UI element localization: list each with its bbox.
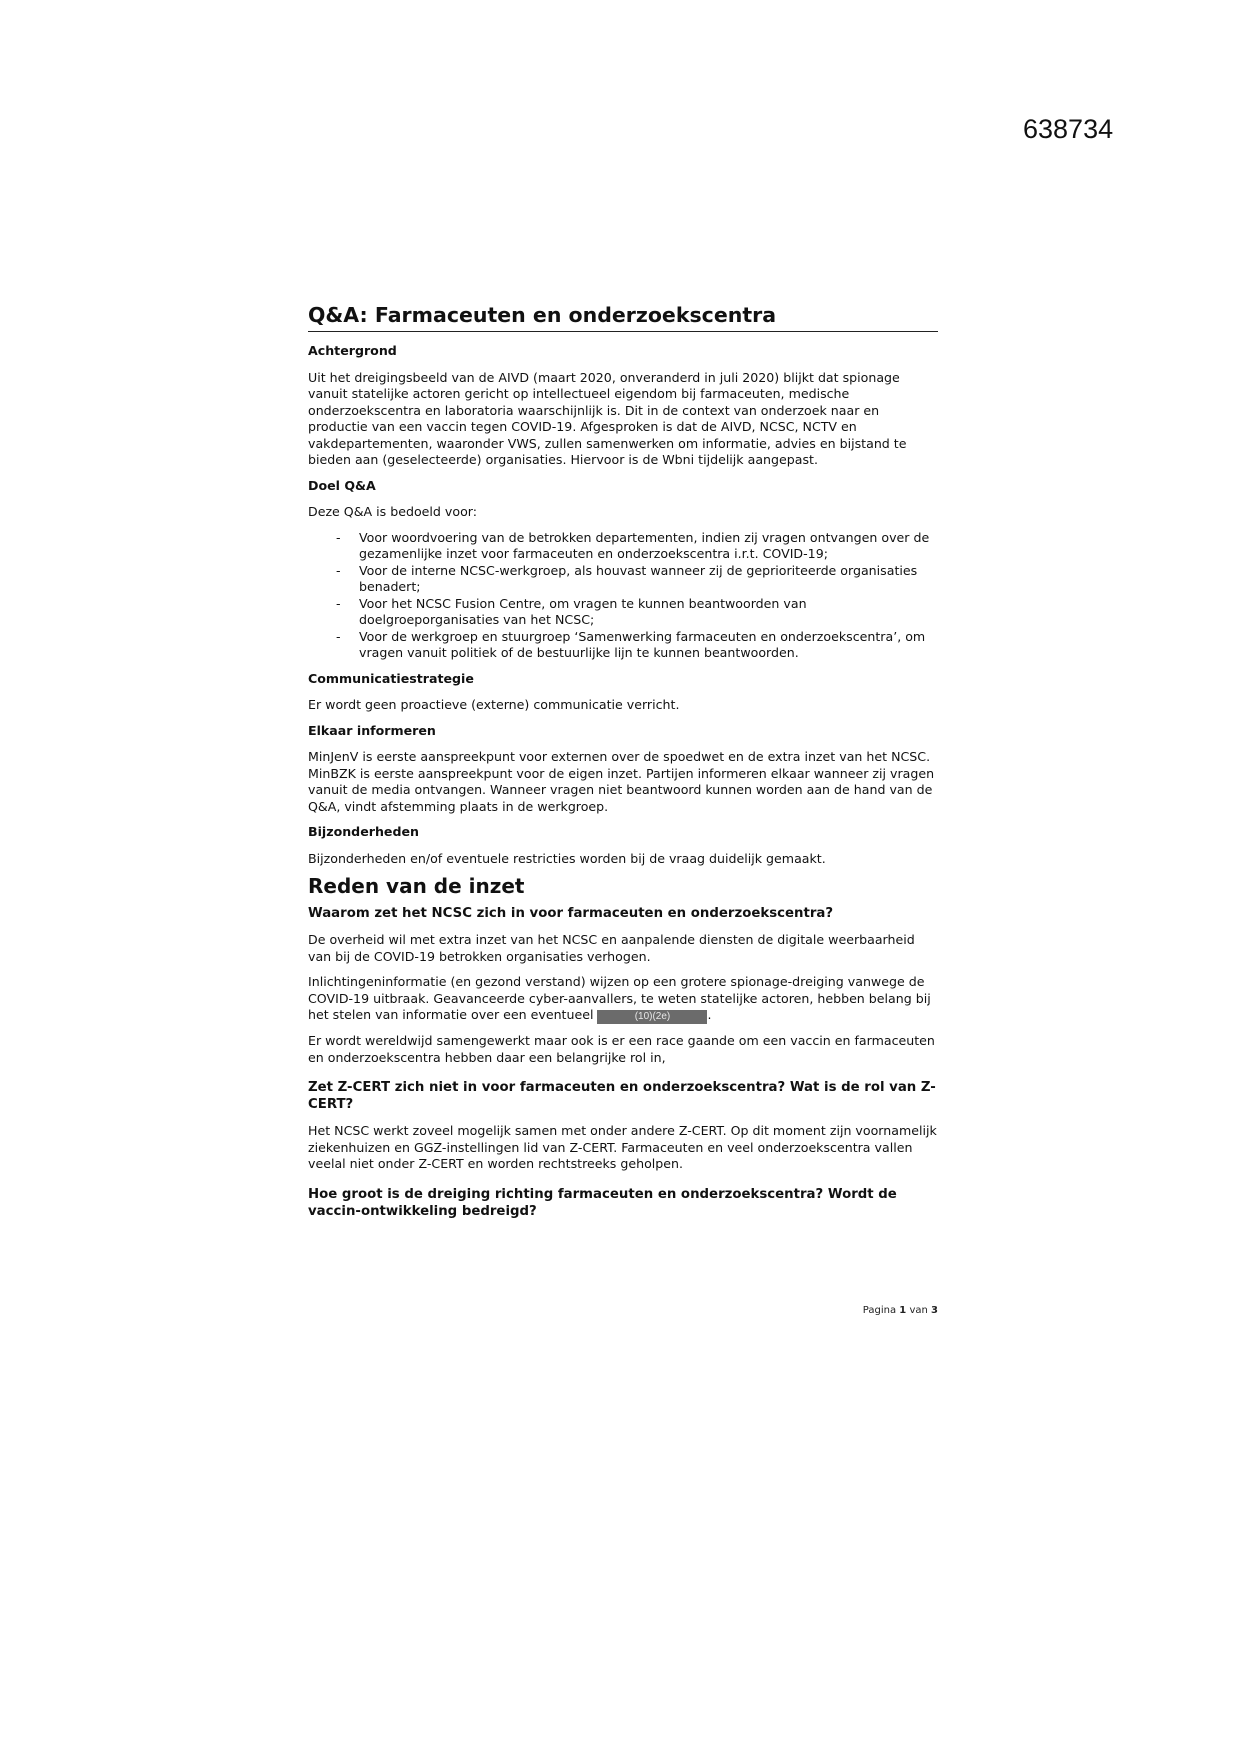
paragraph-communicatie: Er wordt geen proactieve (externe) communicatie verricht. xyxy=(308,697,680,712)
heading-bijzonderheden: Bijzonderheden xyxy=(308,824,419,839)
answer-1-paragraph-2: Inlichtingeninformatie (en gezond verstand) wijzen op een grotere spionage-dreiging vanwege de COVID-19 uitbraak. Geavanceerde cyber-aanvallers, te weten statelijke actoren, hebben belang bij het stelen van informatie over een eventueel (10)(2e) . xyxy=(308,974,931,1022)
question-1: Waarom zet het NCSC zich in voor farmaceuten en onderzoekscentra? xyxy=(308,906,834,921)
redaction-box: (10)(2e) xyxy=(597,1010,707,1024)
paragraph-achtergrond: Uit het dreigingsbeeld van de AIVD (maart 2020, onveranderd in juli 2020) blijkt dat spionage vanuit statelijke actoren gericht op intellectueel eigendom bij farmaceuten, medische onderzoekscentra en laboratoria waarschijnlijk is. Dit in de context van onderzoek naar en productie van een vaccin tegen COVID-19. Afgesproken is dat de AIVD, NCSC, NCTV en vakdepartementen, waaronder VWS, zullen samenwerken om informatie, advies en bijstand te bieden aan (geselecteerde) organisaties. Hiervoor is de Wbni tijdelijk aangepast. xyxy=(308,369,907,467)
paragraph-informeren: MinJenV is eerste aanspreekpunt voor externen over de spoedwet en de extra inzet van het NCSC. MinBZK is eerste aanspreekpunt voor de eigen inzet. Partijen informeren elkaar wanneer zij vragen vanuit de media ontvangen. Wanneer vragen niet beantwoord kunnen worden aan de hand van de Q&A, vindt afstemming plaats in de werkgroep. xyxy=(308,749,935,814)
list-item: - Voor het NCSC Fusion Centre, om vragen te kunnen beantwoorden van doelgroeporganisaties van het NCSC; xyxy=(336,595,807,627)
answer-1-paragraph-3: Er wordt wereldwijd samengewerkt maar ook is er een race gaande om een vaccin en farmaceuten en onderzoekscentra hebben daar een belangrijke rol in, xyxy=(308,1033,935,1065)
dash-marker: - xyxy=(336,562,341,578)
document-number: 638734 xyxy=(1023,114,1114,144)
heading-doel: Doel Q&A xyxy=(308,477,376,493)
paragraph-doel-intro: Deze Q&A is bedoeld voor: xyxy=(308,504,477,519)
heading-communicatie: Communicatiestrategie xyxy=(308,670,474,686)
paragraph-bijzonderheden: Bijzonderheden en/of eventuele restricties worden bij de vraag duidelijk gemaakt. xyxy=(308,850,826,866)
question-3: Hoe groot is de dreiging richting farmaceuten en onderzoekscentra? Wordt de vaccin-ontwikkeling bedreigd? xyxy=(308,1186,897,1219)
list-item: - Voor de werkgroep en stuurgroep ‘Samenwerking farmaceuten en onderzoekscentra’, om vragen vanuit politiek of de bestuurlijke lijn te kunnen beantwoorden. xyxy=(336,628,926,660)
dash-marker: - xyxy=(336,595,341,611)
list-item: - Voor woordvoering van de betrokken departementen, indien zij vragen ontvangen over de gezamenlijke inzet voor farmaceuten en onderzoekscentra i.r.t. COVID-19; xyxy=(336,529,930,561)
dash-marker: - xyxy=(336,628,341,644)
list-item: - Voor de interne NCSC-werkgroep, als houvast wanneer zij de geprioriteerde organisaties benadert; xyxy=(336,562,918,594)
page-title: Q&A: Farmaceuten en onderzoekscentra xyxy=(308,302,938,332)
doel-list xyxy=(308,530,938,662)
page-number: Pagina 1 van 3 xyxy=(862,1305,938,1316)
dash-marker: - xyxy=(336,529,341,545)
heading-informeren: Elkaar informeren xyxy=(308,722,436,738)
answer-1-paragraph-1: De overheid wil met extra inzet van het NCSC en aanpalende diensten de digitale weerbaarheid van bij de COVID-19 betrokken organisaties verhogen. xyxy=(308,932,915,964)
answer-2: Het NCSC werkt zoveel mogelijk samen met onder andere Z-CERT. Op dit moment zijn voornamelijk ziekenhuizen en GGZ-instellingen lid van Z-CERT. Farmaceuten en veel onderzoekscentra vallen veelal niet onder Z-CERT en worden rechtstreeks geholpen. xyxy=(308,1123,937,1171)
heading-achtergrond: Achtergrond xyxy=(308,343,397,358)
question-2: Zet Z-CERT zich niet in voor farmaceuten en onderzoekscentra? Wat is de rol van Z-CERT? xyxy=(308,1080,936,1112)
document-body xyxy=(308,302,938,1220)
section-title-reden: Reden van de inzet xyxy=(308,874,525,898)
